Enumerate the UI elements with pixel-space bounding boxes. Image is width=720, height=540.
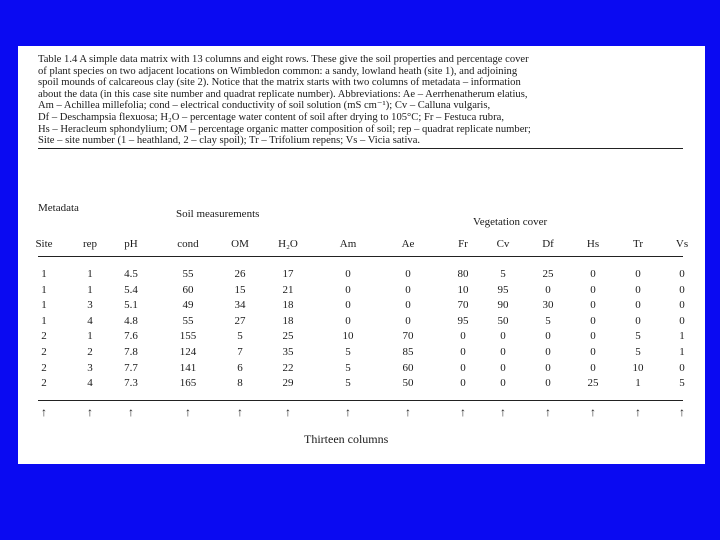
table-cell: 1	[41, 314, 47, 327]
column-header: H₂O	[278, 238, 298, 250]
table-cell: 18	[282, 314, 294, 327]
table-cell: 0	[345, 268, 351, 280]
table-cell: 0	[590, 330, 596, 343]
table-cell: 7.3	[124, 377, 138, 390]
up-arrow-icon: ↑	[185, 405, 191, 419]
group-header-soil: Soil measurements	[176, 208, 260, 220]
table-cell: 0	[590, 314, 596, 327]
column-header: rep	[82, 238, 98, 250]
up-arrow-icon: ↑	[41, 405, 47, 419]
table-cell: 0	[405, 299, 411, 312]
table-cell: 5	[500, 268, 506, 280]
table-cell: 0	[635, 283, 641, 296]
table-cell: 0	[590, 268, 596, 280]
table-cell: 4.5	[124, 268, 138, 280]
table-cell: 1	[87, 283, 93, 296]
up-arrow-icon: ↑	[635, 405, 641, 419]
caption-line: Df – Deschampsia flexuosa; H₂O – percentage water content of soil after drying to 105°C; Fr – Festuca rubra,	[38, 111, 504, 123]
column-header: Fr	[458, 238, 468, 250]
table-cell: 141	[179, 361, 197, 374]
up-arrow-icon: ↑	[345, 405, 351, 419]
table-cell: 0	[590, 361, 596, 374]
column-header: Hs	[586, 238, 600, 250]
table-cell: 0	[635, 314, 641, 327]
table-cell: 3	[87, 361, 93, 374]
table-cell: 55	[182, 314, 194, 327]
table-cell: 0	[460, 377, 466, 390]
up-arrow-icon: ↑	[128, 405, 134, 419]
table-cell: 4	[87, 377, 93, 390]
table-cell: 124	[179, 346, 197, 358]
table-cell: 0	[545, 283, 551, 296]
table-cell: 21	[282, 283, 294, 296]
table-cell: 0	[590, 299, 596, 312]
table-cell: 5	[679, 377, 685, 390]
table-cell: 0	[679, 299, 685, 312]
table-cell: 1	[41, 268, 47, 280]
column-header: pH	[124, 238, 138, 250]
table-cell: 0	[460, 361, 466, 374]
table-cell: 1	[679, 346, 685, 358]
table-cell: 0	[405, 283, 411, 296]
column-header: OM	[231, 238, 249, 250]
table-cell: 4.8	[124, 314, 138, 327]
column-header: Ae	[401, 238, 415, 250]
up-arrow-icon: ↑	[679, 405, 685, 419]
table-cell: 5	[635, 330, 641, 343]
up-arrow-icon: ↑	[500, 405, 506, 419]
table-cell: 0	[545, 377, 551, 390]
table-cell: 3	[87, 299, 93, 312]
table-cell: 0	[500, 377, 506, 390]
rule-bottom	[38, 400, 683, 401]
group-header-vegetation: Vegetation cover	[473, 216, 548, 228]
table-caption	[38, 54, 698, 147]
up-arrow-icon: ↑	[545, 405, 551, 419]
table-cell: 0	[590, 283, 596, 296]
table-cell: 25	[282, 330, 294, 343]
table-cell: 10	[342, 330, 354, 343]
table-cell: 1	[635, 377, 641, 390]
table-cell: 0	[405, 268, 411, 280]
table-cell: 17	[282, 268, 294, 280]
table-cell: 90	[497, 299, 509, 312]
table-cell: 0	[345, 283, 351, 296]
table-cell: 0	[345, 299, 351, 312]
table-cell: 15	[234, 283, 246, 296]
table-cell: 165	[179, 377, 197, 390]
caption-line: Hs – Heracleum sphondylium; OM – percentage organic matter composition of soil; rep – quadrat replicate number;	[38, 123, 531, 135]
column-header: Vs	[675, 238, 689, 250]
column-header: Tr	[633, 238, 643, 250]
caption-line: Table 1.4 A simple data matrix with 13 columns and eight rows. These give the soil properties and percentage cover	[38, 54, 529, 65]
table-cell: 0	[679, 268, 685, 280]
table-cell: 6	[237, 361, 243, 374]
table-cell: 0	[545, 361, 551, 374]
table-cell: 30	[542, 299, 554, 312]
table-cell: 7.6	[124, 330, 138, 343]
table-cell: 0	[679, 361, 685, 374]
table-cell: 0	[460, 346, 466, 358]
table-cell: 5	[345, 346, 351, 358]
table-cell: 2	[41, 346, 47, 358]
table-cell: 0	[405, 314, 411, 327]
table-cell: 0	[590, 346, 596, 358]
table-cell: 2	[41, 377, 47, 390]
table-cell: 5	[635, 346, 641, 358]
table-cell: 0	[545, 330, 551, 343]
table-cell: 1	[87, 330, 93, 343]
table-cell: 4	[87, 314, 93, 327]
up-arrow-icon: ↑	[590, 405, 596, 419]
table-cell: 55	[182, 268, 194, 280]
table-cell: 0	[460, 330, 466, 343]
table-cell: 5	[237, 330, 243, 343]
table-cell: 85	[402, 346, 414, 358]
table-cell: 0	[635, 268, 641, 280]
table-cell: 34	[234, 299, 246, 312]
column-header: Site	[35, 238, 53, 250]
column-header: Am	[339, 238, 357, 250]
caption-line: about the data (in this case site number and quadrat replicate number). Abbreviations: Ae – Aerrhenatherum elatius,	[38, 88, 528, 100]
table-cell: 2	[41, 330, 47, 343]
table-cell: 95	[457, 314, 469, 327]
table-cell: 0	[635, 299, 641, 312]
table-cell: 1	[41, 283, 47, 296]
table-cell: 7.7	[124, 361, 138, 374]
table-cell: 95	[497, 283, 509, 296]
rule-top	[38, 148, 683, 149]
up-arrow-icon: ↑	[87, 405, 93, 419]
table-cell: 1	[41, 299, 47, 312]
table-cell: 0	[500, 330, 506, 343]
table-cell: 7.8	[124, 346, 138, 358]
table-cell: 18	[282, 299, 294, 312]
table-cell: 10	[457, 283, 469, 296]
column-header: cond	[177, 238, 199, 250]
table-cell: 26	[234, 268, 246, 280]
table-cell: 0	[679, 314, 685, 327]
up-arrow-icon: ↑	[405, 405, 411, 419]
table-cell: 25	[587, 377, 599, 390]
table-cell: 10	[632, 361, 644, 374]
table-cell: 35	[282, 346, 294, 358]
group-header-metadata: Metadata	[38, 202, 79, 214]
caption-line: spoil mounds of calcareous clay (site 2). Notice that the matrix starts with two columns of metadata – information	[38, 77, 521, 89]
table-cell: 2	[87, 346, 93, 358]
column-header: Cv	[496, 238, 510, 250]
table-cell: 5	[345, 361, 351, 374]
table-cell: 50	[497, 314, 509, 327]
up-arrow-icon: ↑	[237, 405, 243, 419]
table-cell: 2	[41, 361, 47, 374]
table-cell: 27	[234, 314, 246, 327]
table-cell: 70	[457, 299, 469, 312]
table-cell: 1	[87, 268, 93, 280]
table-cell: 70	[402, 330, 414, 343]
table-cell: 0	[545, 346, 551, 358]
footer-label: Thirteen columns	[304, 432, 389, 446]
table-cell: 1	[679, 330, 685, 343]
table-cell: 5.1	[124, 299, 138, 312]
table-cell: 5	[345, 377, 351, 390]
table-cell: 8	[237, 377, 243, 390]
table-cell: 0	[345, 314, 351, 327]
caption-line: Am – Achillea millefolia; cond – electrical conductivity of soil solution (mS cm⁻¹); Cv – Calluna vulgaris,	[38, 100, 491, 112]
table-cell: 49	[182, 299, 194, 312]
column-header: Df	[542, 238, 554, 250]
table-cell: 50	[402, 377, 414, 390]
table-cell: 0	[679, 283, 685, 296]
table-cell: 0	[500, 346, 506, 358]
table-cell: 155	[179, 330, 197, 343]
table-cell: 60	[402, 361, 414, 374]
caption-line: Site – site number (1 – heathland, 2 – clay spoil); Tr – Trifolium repens; Vs – Vicia sativa.	[38, 135, 421, 147]
table-cell: 29	[282, 377, 294, 390]
caption-line: of plant species on two adjacent locations on Wimbledon common: a sandy, lowland heath (site 1), and adjoining	[38, 65, 518, 77]
table-cell: 80	[457, 268, 469, 280]
table-cell: 5.4	[124, 283, 138, 296]
table-cell: 25	[542, 268, 554, 280]
table-cell: 7	[237, 346, 243, 358]
table-cell: 0	[500, 361, 506, 374]
rule-mid	[38, 256, 683, 257]
up-arrow-icon: ↑	[460, 405, 466, 419]
document-page	[18, 46, 705, 464]
up-arrow-icon: ↑	[285, 405, 291, 419]
table-cell: 5	[545, 314, 551, 327]
table-cell: 22	[282, 361, 294, 374]
table-cell: 60	[182, 283, 194, 296]
